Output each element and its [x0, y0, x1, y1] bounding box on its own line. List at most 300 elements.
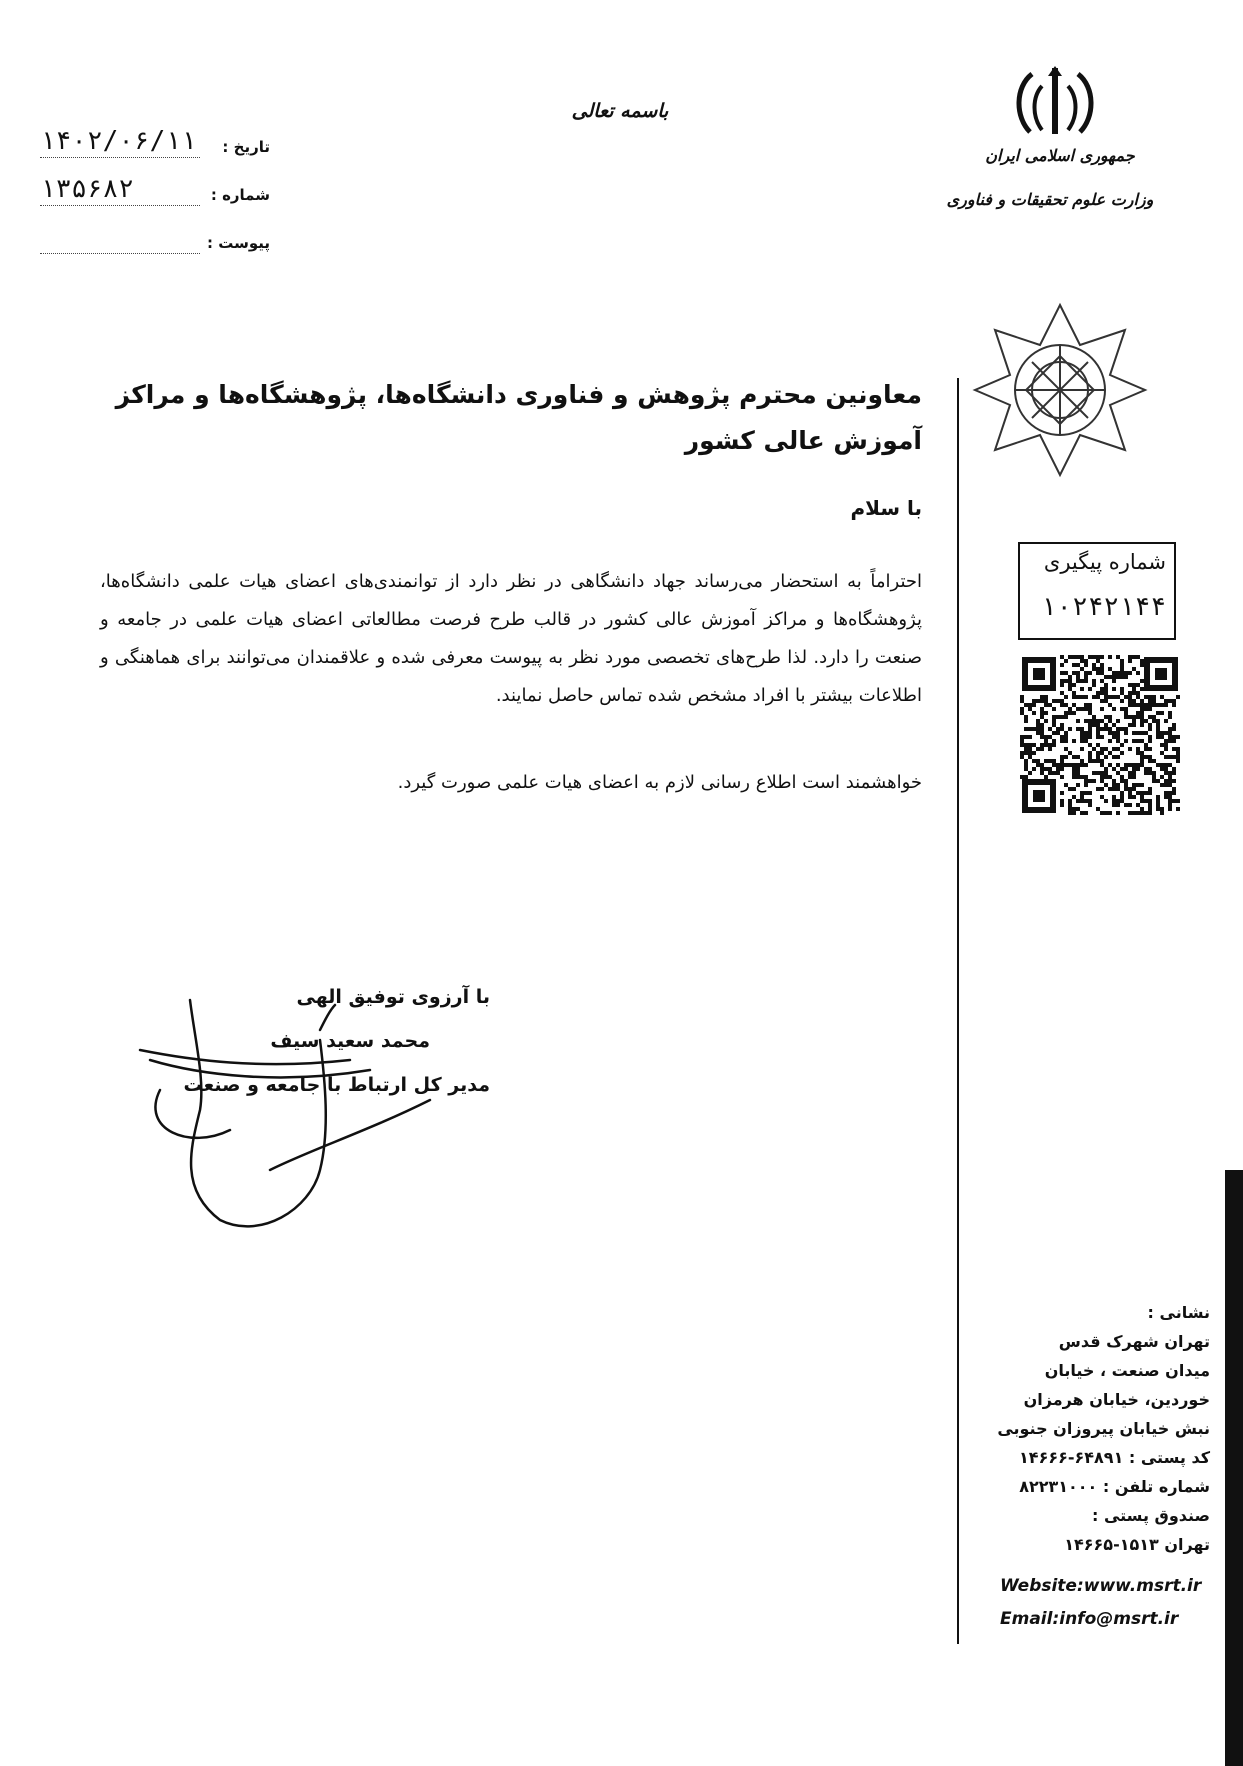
qr-module — [1092, 655, 1096, 659]
qr-module — [1172, 739, 1176, 743]
qr-module — [1152, 775, 1156, 779]
qr-module — [1132, 703, 1136, 707]
qr-module — [1028, 751, 1032, 755]
qr-module — [1152, 699, 1156, 703]
qr-module — [1164, 783, 1168, 787]
qr-module — [1056, 715, 1060, 719]
qr-module — [1072, 655, 1076, 659]
qr-module — [1104, 699, 1108, 703]
qr-module — [1100, 771, 1104, 775]
qr-module — [1052, 719, 1056, 723]
qr-module — [1124, 731, 1128, 735]
qr-module — [1152, 719, 1156, 723]
email-link[interactable]: Email:info@msrt.ir — [1000, 1609, 1179, 1629]
qr-module — [1176, 807, 1180, 811]
qr-module — [1128, 703, 1132, 707]
qr-module — [1168, 803, 1172, 807]
qr-module — [1132, 771, 1136, 775]
qr-module — [1096, 667, 1100, 671]
qr-module — [1148, 799, 1152, 803]
qr-module — [1072, 663, 1076, 667]
qr-module — [1080, 795, 1084, 799]
qr-module — [1100, 687, 1104, 691]
qr-module — [1080, 775, 1084, 779]
qr-module — [1060, 775, 1064, 779]
qr-module — [1108, 703, 1112, 707]
qr-module — [1024, 759, 1028, 763]
qr-module — [1128, 775, 1132, 779]
qr-module — [1068, 683, 1072, 687]
qr-module — [1152, 695, 1156, 699]
qr-module — [1164, 763, 1168, 767]
qr-module — [1144, 695, 1148, 699]
qr-module — [1020, 695, 1024, 699]
qr-module — [1108, 719, 1112, 723]
qr-module — [1088, 791, 1092, 795]
qr-module — [1140, 755, 1144, 759]
qr-module — [1164, 731, 1168, 735]
qr-module — [1172, 747, 1176, 751]
qr-module — [1124, 767, 1128, 771]
qr-module — [1120, 727, 1124, 731]
qr-module — [1092, 715, 1096, 719]
qr-module — [1084, 671, 1088, 675]
qr-module — [1100, 787, 1104, 791]
qr-module — [1092, 667, 1096, 671]
address-line: نبش خیابان پیروزان جنوبی — [997, 1419, 1210, 1438]
qr-module — [1136, 803, 1140, 807]
qr-module — [1044, 743, 1048, 747]
qr-module — [1168, 783, 1172, 787]
qr-module — [1164, 795, 1168, 799]
qr-module — [1124, 803, 1128, 807]
qr-module — [1088, 735, 1092, 739]
qr-module — [1164, 719, 1168, 723]
qr-module — [1076, 727, 1080, 731]
qr-module — [1112, 783, 1116, 787]
qr-module — [1136, 731, 1140, 735]
qr-module — [1128, 803, 1132, 807]
qr-module — [1052, 715, 1056, 719]
qr-module — [1028, 771, 1032, 775]
qr-module — [1164, 771, 1168, 775]
qr-module — [1128, 795, 1132, 799]
qr-module — [1052, 743, 1056, 747]
qr-module — [1112, 799, 1116, 803]
website-link[interactable]: Website:www.msrt.ir — [1000, 1576, 1202, 1596]
qr-module — [1068, 727, 1072, 731]
qr-module — [1096, 743, 1100, 747]
qr-module — [1168, 735, 1172, 739]
qr-module — [1116, 799, 1120, 803]
qr-module — [1124, 739, 1128, 743]
qr-module — [1172, 767, 1176, 771]
qr-module — [1060, 739, 1064, 743]
qr-module — [1064, 735, 1068, 739]
qr-module — [1044, 767, 1048, 771]
qr-module — [1144, 767, 1148, 771]
qr-module — [1104, 715, 1108, 719]
qr-module — [1140, 791, 1144, 795]
qr-module — [1164, 755, 1168, 759]
qr-module — [1164, 767, 1168, 771]
qr-module — [1100, 747, 1104, 751]
qr-module — [1164, 739, 1168, 743]
qr-module — [1100, 759, 1104, 763]
qr-module — [1124, 727, 1128, 731]
qr-module — [1096, 659, 1100, 663]
qr-module — [1136, 703, 1140, 707]
qr-module — [1140, 719, 1144, 723]
qr-module — [1080, 731, 1084, 735]
qr-module — [1096, 655, 1100, 659]
qr-module — [1048, 743, 1052, 747]
qr-module — [1064, 695, 1068, 699]
qr-module — [1088, 687, 1092, 691]
address-block — [980, 1298, 1210, 1559]
qr-module — [1080, 659, 1084, 663]
qr-module — [1076, 655, 1080, 659]
qr-module — [1100, 811, 1104, 815]
qr-code-icon — [1020, 655, 1180, 815]
qr-module — [1096, 735, 1100, 739]
qr-module — [1072, 775, 1076, 779]
qr-module — [1128, 691, 1132, 695]
qr-module — [1140, 707, 1144, 711]
qr-module — [1032, 751, 1036, 755]
qr-module — [1148, 739, 1152, 743]
qr-module — [1140, 731, 1144, 735]
address-line: تهران شهرک قدس — [1058, 1332, 1210, 1351]
qr-module — [1132, 787, 1136, 791]
qr-module — [1108, 763, 1112, 767]
qr-module — [1060, 703, 1064, 707]
qr-module — [1120, 779, 1124, 783]
qr-module — [1096, 723, 1100, 727]
qr-module — [1168, 755, 1172, 759]
qr-module — [1100, 763, 1104, 767]
qr-module — [1060, 691, 1064, 695]
phone-line: شماره تلفن : ۸۲۲۳۱۰۰۰ — [1019, 1477, 1210, 1496]
qr-module — [1148, 715, 1152, 719]
qr-module — [1064, 715, 1068, 719]
qr-module — [1148, 695, 1152, 699]
qr-module — [1116, 747, 1120, 751]
qr-module — [1112, 687, 1116, 691]
qr-module — [1088, 779, 1092, 783]
qr-module — [1088, 723, 1092, 727]
qr-module — [1096, 759, 1100, 763]
qr-module — [1136, 671, 1140, 675]
qr-module — [1052, 739, 1056, 743]
qr-module — [1112, 755, 1116, 759]
qr-module — [1060, 715, 1064, 719]
qr-module — [1168, 711, 1172, 715]
qr-module — [1120, 767, 1124, 771]
qr-module — [1088, 707, 1092, 711]
qr-module — [1068, 679, 1072, 683]
qr-module — [1100, 751, 1104, 755]
qr-module — [1112, 795, 1116, 799]
qr-module — [1020, 735, 1024, 739]
qr-module — [1128, 683, 1132, 687]
qr-module — [1052, 731, 1056, 735]
qr-module — [1176, 799, 1180, 803]
qr-module — [1136, 747, 1140, 751]
qr-module — [1112, 803, 1116, 807]
qr-module — [1048, 747, 1052, 751]
qr-module — [1028, 743, 1032, 747]
qr-module — [1084, 811, 1088, 815]
qr-module — [1020, 711, 1024, 715]
qr-module — [1132, 795, 1136, 799]
qr-module — [1116, 783, 1120, 787]
qr-module — [1080, 667, 1084, 671]
qr-module — [1060, 803, 1064, 807]
qr-module — [1064, 783, 1068, 787]
qr-module — [1048, 767, 1052, 771]
qr-module — [1104, 767, 1108, 771]
qr-module — [1140, 811, 1144, 815]
qr-module — [1112, 675, 1116, 679]
qr-module — [1040, 695, 1044, 699]
qr-module — [1064, 671, 1068, 675]
qr-module — [1148, 759, 1152, 763]
qr-module — [1060, 759, 1064, 763]
qr-module — [1104, 811, 1108, 815]
qr-module — [1156, 807, 1160, 811]
qr-module — [1140, 759, 1144, 763]
qr-module — [1128, 671, 1132, 675]
qr-module — [1044, 695, 1048, 699]
qr-module — [1060, 799, 1064, 803]
qr-module — [1140, 783, 1144, 787]
qr-module — [1160, 763, 1164, 767]
qr-module — [1040, 711, 1044, 715]
tracking-label: شماره پیگیری — [1043, 550, 1166, 574]
recipient-heading: معاونین محترم پژوهش و فناوری دانشگاه‌ها، پژوهشگاه‌ها و مراکز آموزش عالی کشور — [115, 380, 922, 455]
qr-module — [1068, 763, 1072, 767]
qr-module — [1132, 767, 1136, 771]
qr-module — [1052, 763, 1056, 767]
qr-module — [1100, 795, 1104, 799]
qr-module — [1068, 811, 1072, 815]
tracking-box — [1018, 542, 1176, 640]
qr-module — [1136, 715, 1140, 719]
qr-module — [1084, 739, 1088, 743]
qr-module — [1088, 719, 1092, 723]
qr-module — [1140, 659, 1144, 663]
qr-module — [1072, 711, 1076, 715]
qr-module — [1168, 799, 1172, 803]
qr-module — [1080, 687, 1084, 691]
qr-module — [1068, 807, 1072, 811]
qr-module — [1080, 739, 1084, 743]
qr-module — [1148, 787, 1152, 791]
qr-module — [1044, 735, 1048, 739]
qr-module — [1080, 707, 1084, 711]
qr-module — [1072, 671, 1076, 675]
qr-module — [1072, 771, 1076, 775]
qr-module — [1148, 707, 1152, 711]
qr-module — [1036, 731, 1040, 735]
qr-module — [1072, 695, 1076, 699]
address-line: میدان صنعت ، خیابان — [1044, 1361, 1210, 1380]
qr-module — [1116, 763, 1120, 767]
qr-module — [1088, 755, 1092, 759]
qr-module — [1160, 783, 1164, 787]
qr-module — [1132, 715, 1136, 719]
qr-module — [1152, 759, 1156, 763]
qr-module — [1128, 655, 1132, 659]
qr-module — [1136, 751, 1140, 755]
qr-module — [1148, 807, 1152, 811]
qr-module — [1060, 763, 1064, 767]
qr-module — [1108, 695, 1112, 699]
qr-module — [1080, 727, 1084, 731]
qr-module — [1124, 707, 1128, 711]
qr-module — [1144, 799, 1148, 803]
qr-module — [1156, 779, 1160, 783]
body-paragraph-2: خواهشمند است اطلاع رسانی لازم به اعضای هیات علمی صورت گیرد. — [397, 772, 922, 793]
qr-module — [1136, 683, 1140, 687]
qr-module — [1032, 699, 1036, 703]
qr-module — [1060, 699, 1064, 703]
qr-module — [1144, 791, 1148, 795]
qr-module — [1028, 703, 1032, 707]
qr-module — [1068, 675, 1072, 679]
qr-module — [1036, 763, 1040, 767]
qr-module — [1036, 723, 1040, 727]
qr-module — [1076, 671, 1080, 675]
number-row — [40, 174, 270, 212]
qr-module — [1088, 655, 1092, 659]
qr-module — [1024, 767, 1028, 771]
qr-module — [1108, 731, 1112, 735]
qr-module — [1088, 743, 1092, 747]
qr-module — [1140, 699, 1144, 703]
qr-module — [1132, 811, 1136, 815]
po-box-label: صندوق پستی : — [1091, 1506, 1210, 1525]
qr-module — [1060, 735, 1064, 739]
qr-module — [1148, 791, 1152, 795]
qr-module — [1120, 659, 1124, 663]
qr-module — [1084, 779, 1088, 783]
qr-module — [1068, 707, 1072, 711]
qr-module — [1088, 803, 1092, 807]
qr-module — [1128, 699, 1132, 703]
qr-module — [1096, 719, 1100, 723]
qr-module — [1108, 811, 1112, 815]
qr-module — [1044, 699, 1048, 703]
qr-module — [1160, 711, 1164, 715]
qr-module — [1044, 759, 1048, 763]
qr-module — [1116, 739, 1120, 743]
qr-module — [1060, 671, 1064, 675]
qr-module — [1080, 791, 1084, 795]
qr-module — [1052, 699, 1056, 703]
qr-module — [1040, 699, 1044, 703]
qr-module — [1148, 771, 1152, 775]
qr-module — [1116, 655, 1120, 659]
qr-module — [1076, 783, 1080, 787]
qr-module — [1156, 723, 1160, 727]
qr-module — [1136, 711, 1140, 715]
qr-module — [1068, 803, 1072, 807]
qr-module — [1124, 783, 1128, 787]
qr-module — [1024, 763, 1028, 767]
signer-title: مدیر کل ارتباط با جامعه و صنعت — [183, 1074, 490, 1096]
qr-module — [1132, 687, 1136, 691]
qr-module — [1112, 787, 1116, 791]
qr-module — [1040, 715, 1044, 719]
qr-module — [1108, 739, 1112, 743]
qr-module — [1108, 655, 1112, 659]
qr-module — [1136, 811, 1140, 815]
qr-module — [1096, 771, 1100, 775]
qr-module — [1084, 775, 1088, 779]
qr-module — [1128, 695, 1132, 699]
qr-module — [1104, 783, 1108, 787]
qr-module — [1084, 663, 1088, 667]
qr-module — [1112, 747, 1116, 751]
qr-module — [1140, 799, 1144, 803]
qr-module — [1108, 775, 1112, 779]
qr-module — [1172, 771, 1176, 775]
qr-module — [1092, 779, 1096, 783]
qr-module — [1024, 719, 1028, 723]
qr-module — [1080, 747, 1084, 751]
qr-module — [1132, 775, 1136, 779]
qr-module — [1168, 715, 1172, 719]
qr-module — [1076, 775, 1080, 779]
qr-module — [1096, 727, 1100, 731]
qr-module — [1112, 767, 1116, 771]
qr-module — [1068, 655, 1072, 659]
qr-module — [1104, 775, 1108, 779]
qr-module — [1156, 719, 1160, 723]
qr-module — [1168, 731, 1172, 735]
qr-module — [1088, 703, 1092, 707]
qr-module — [1028, 755, 1032, 759]
qr-module — [1064, 679, 1068, 683]
qr-module — [1116, 755, 1120, 759]
qr-module — [1072, 807, 1076, 811]
qr-module — [1020, 775, 1024, 779]
qr-module — [1072, 787, 1076, 791]
qr-module — [1092, 771, 1096, 775]
qr-module — [1160, 767, 1164, 771]
qr-module — [1148, 755, 1152, 759]
qr-module — [1020, 707, 1024, 711]
qr-module — [1120, 691, 1124, 695]
qr-module — [1140, 807, 1144, 811]
qr-module — [1096, 731, 1100, 735]
qr-module — [1028, 707, 1032, 711]
qr-module — [1172, 699, 1176, 703]
qr-module — [1056, 699, 1060, 703]
greeting: با سلام — [850, 496, 922, 520]
qr-module — [1084, 731, 1088, 735]
qr-module — [1148, 723, 1152, 727]
qr-module — [1140, 715, 1144, 719]
qr-module — [1036, 699, 1040, 703]
qr-module — [1112, 679, 1116, 683]
qr-module — [1056, 763, 1060, 767]
qr-module — [1060, 663, 1064, 667]
number-dotted-line — [40, 205, 200, 206]
qr-module — [1048, 727, 1052, 731]
